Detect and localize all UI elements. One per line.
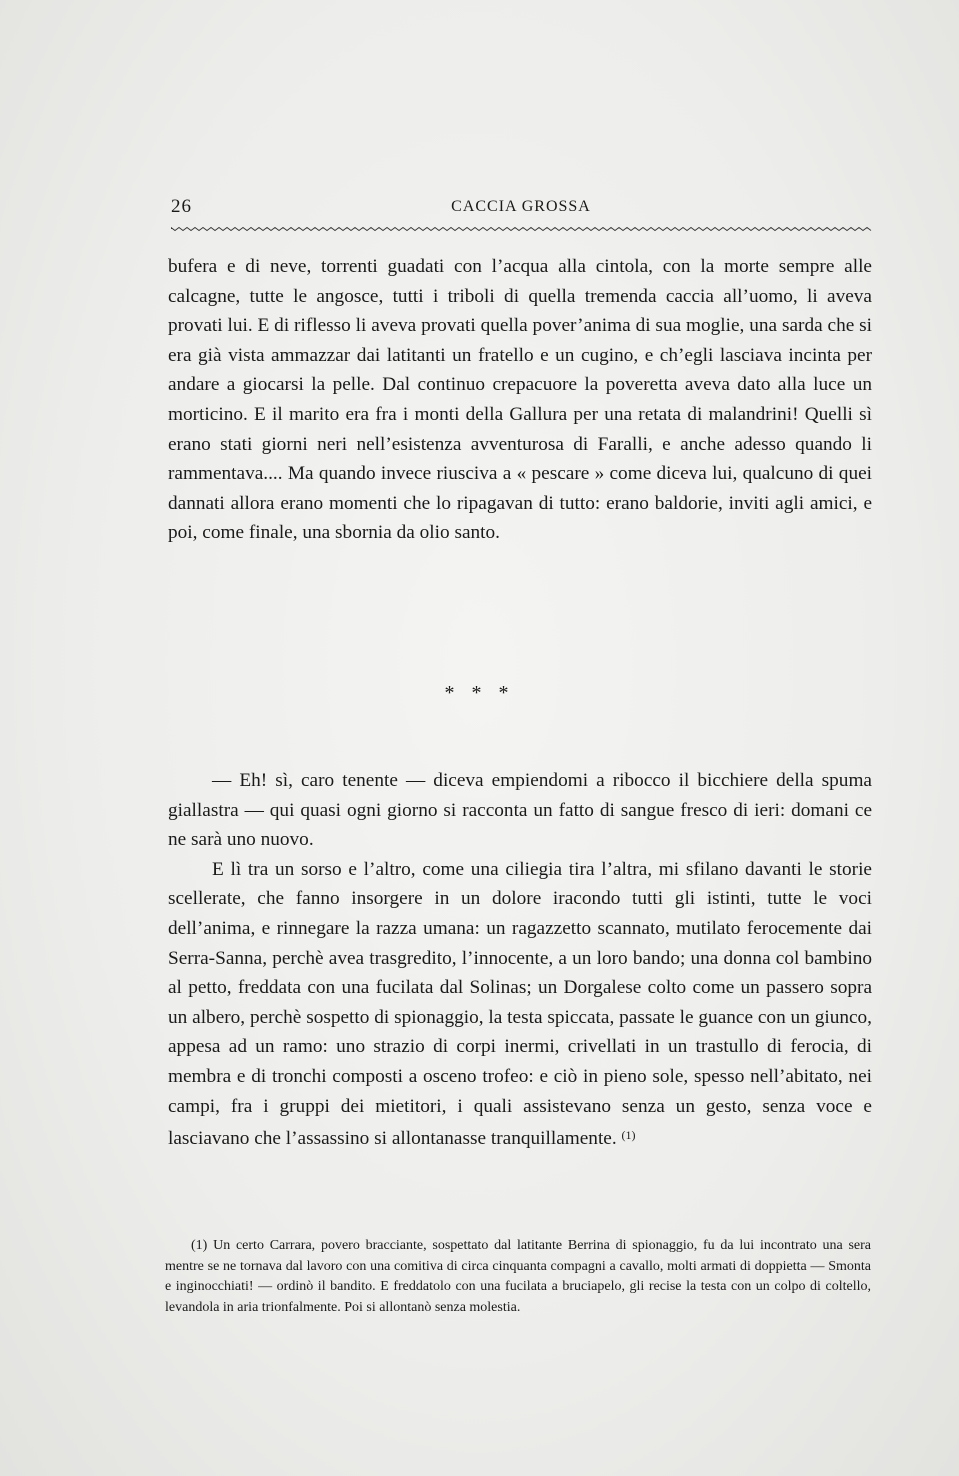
page-number: 26 bbox=[171, 196, 192, 217]
section-break-asterism: * * * bbox=[444, 682, 515, 704]
footnote-area bbox=[165, 1236, 871, 1318]
running-title: CACCIA GROSSA bbox=[451, 198, 591, 215]
paragraph: bufera e di neve, torrenti guadati con l’acqua alla cintola, con la morte sempre alle calcagne, tutte le angosce, tutti i triboli di quella tremenda caccia all’uomo, li aveva provati lui. E di riflesso li aveva provati quella pover’anima di sua moglie, una sarda che si era già vista ammazzar dai latitanti un fratello e un cugino, e ch’egli lasciava incinta per andare a giocarsi la pelle. Dal continuo crepacuore la poveretta aveva dato alla luce un morticino. E il marito era fra i monti della Gallura per una retata di malandrini! Quelli sì erano stati giorni neri nell’esistenza avventurosa di Faralli, e anche adesso quando li rammentava.... Ma quando invece riusciva a « pescare » come diceva lui, qualcuno di quei dannati allora erano momenti che lo ripagavan di tutto: erano baldorie, inviti agli amici, e poi, come finale, una sbornia da olio santo. bbox=[168, 256, 872, 544]
running-head bbox=[171, 196, 871, 224]
paragraph bbox=[168, 855, 872, 1154]
paragraph-text: E lì tra un sorso e l’altro, come una ciliegia tira l’altra, mi sfilano davanti le storie scellerate, che fanno insorgere in un dolore iracondo tutti gli istinti, tutte le voci dell’anima, e rinnegare la razza umana: un ragazzetto scannato, mutilato ferocemente dai Serra-Sanna, perchè avea trasgredito, l’innocente, a un loro bando; una donna col bambino al petto, freddata con una fucilata dal Solinas; un Dorgalese colto come un passero sopra un albero, perchè sospetto di spionaggio, la testa spiccata, passate le guance con un giunco, appesa ad un ramo: uno strazio di corpi inermi, crivellati in un trastullo di ferocia, di membra e di tronchi composti a osceno trofeo: e ciò in pieno sole, spesso nell’abitato, nei campi, fra i gruppi dei mietitori, i quali assistevano senza un gesto, senza voce e lasciavano che l’assassino si allontanasse tranquillamente. bbox=[168, 858, 872, 1150]
text-block-first bbox=[168, 252, 872, 548]
header-wavy-rule bbox=[171, 226, 874, 232]
footnote: (1) Un certo Carrara, povero bracciante, sospettato dal latitante Berrina di spionaggio, fu da lui incontrato una sera mentre se ne tornava dal lavoro con una comitiva di circa cinquanta compagni a cavallo, molti armati di doppietta — Smonta e inginocchiati! — ordinò il bandito. E freddatolo con una fucilata a bruciapelo, gli recise la testa con un colpo di coltello, levandola in aria trionfalmente. Poi si allontanò senza molestia. bbox=[165, 1238, 871, 1315]
paragraph-dialogue: — Eh! sì, caro tenente — diceva empiendomi a ribocco il bicchiere della spuma giallastra — qui quasi ogni giorno si racconta un fatto di sangue fresco di ieri: domani ce ne sarà uno nuovo. bbox=[168, 770, 872, 851]
footnote-reference[interactable]: (1) bbox=[621, 1128, 636, 1143]
text-block-second bbox=[168, 766, 872, 1154]
